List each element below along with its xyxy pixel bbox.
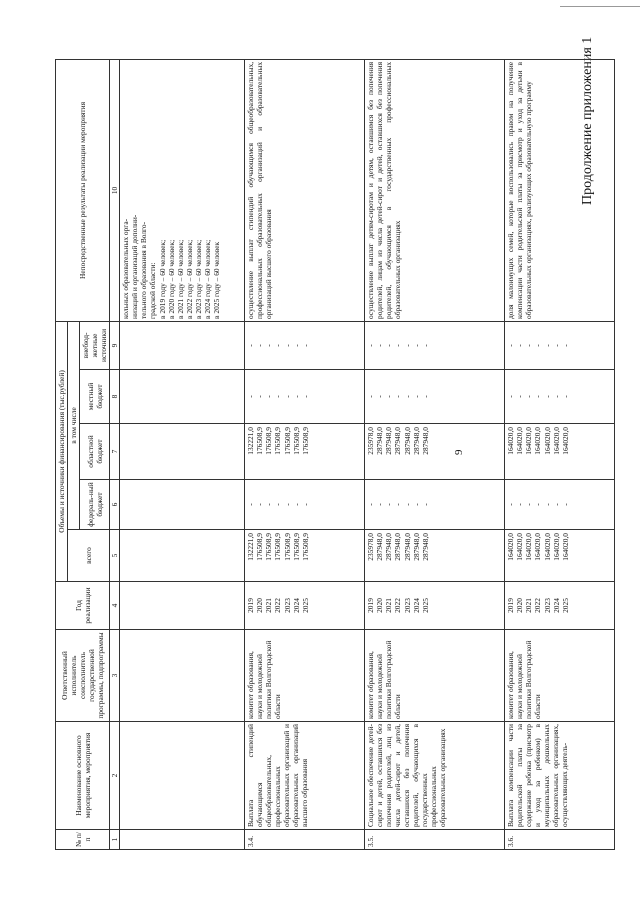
row-federal-value: -	[264, 503, 274, 506]
row-regional-value: 164020,0	[551, 427, 561, 455]
row-years-value: 2019	[366, 598, 376, 613]
row-local-value: -	[551, 395, 561, 398]
row-total-value: 164020,0	[515, 533, 525, 561]
continuation-label: Продолжение приложения 1	[580, 36, 595, 205]
row-responsible: комитет образования, науки и молодежной политики Волгоградской области	[505, 630, 615, 722]
row-extrabudget	[505, 321, 615, 369]
row-total-value: 287948,0	[375, 533, 385, 561]
row-regional-value: 164020,0	[542, 427, 552, 455]
row-years	[505, 582, 615, 630]
row-name: Выплата стипендий обучающимся общеобразовательных, профессиональных образовательных организаций и образовательных организаций высшего образования	[245, 722, 365, 830]
row-extrabudget-value: -	[375, 344, 385, 347]
row-local-value: -	[366, 395, 376, 398]
row-total-value: 132221,0	[246, 533, 256, 561]
row-name: Выплата компенсации части родительской платы за содержание ребенка (присмотр и уход за ребенком) в муниципальных дошкольных образовательных организациях, осуществляющих деятель-	[505, 722, 615, 830]
row-local-value: -	[282, 395, 292, 398]
row-total-value: 164020,0	[524, 533, 534, 561]
header-total: всего	[68, 530, 110, 582]
row-regional-value: 287948,0	[411, 427, 421, 455]
row-total-value: 287948,0	[384, 533, 394, 561]
row-total-value: 287948,0	[402, 533, 412, 561]
row-years-value: 2024	[291, 598, 301, 613]
row-years-value: 2020	[255, 598, 265, 613]
row-regional-value: 287948,0	[384, 427, 394, 455]
colnum: 1	[110, 830, 120, 850]
row-regional-value: 164020,0	[560, 427, 570, 455]
row-local-value: -	[246, 395, 256, 398]
row-total-value: 176508,9	[291, 533, 301, 561]
row-extrabudget-value: -	[273, 344, 283, 347]
row-regional	[505, 424, 615, 480]
row-total-value: 164020,0	[551, 533, 561, 561]
row-years-value: 2020	[515, 598, 525, 613]
row-total	[245, 530, 365, 582]
row-regional-value: 164020,0	[524, 427, 534, 455]
row-regional-value: 176508,9	[300, 427, 310, 455]
row-extrabudget-value: -	[420, 344, 430, 347]
row-total	[365, 530, 505, 582]
table-row	[245, 59, 365, 849]
row-federal-value: -	[300, 503, 310, 506]
row-responsible: комитет образования, науки и молодежной политики Волгоградской области	[365, 630, 505, 722]
row-extrabudget-value: -	[366, 344, 376, 347]
row-result: осуществление выплат детям-сиротам и детям, оставшимся без попечения родителей, лицам из числа детей-сирот и детей, оставшихся без попечения родителей, обучающимся в государственных профессиональных образовательных организациях	[365, 59, 505, 321]
row-federal-value: -	[402, 503, 412, 506]
row-extrabudget	[365, 321, 505, 369]
row-years-value: 2021	[384, 598, 394, 613]
row-regional-value: 164020,0	[533, 427, 543, 455]
row-regional-value: 132221,0	[246, 427, 256, 455]
row-extrabudget-value: -	[384, 344, 394, 347]
header-extrabudget: внебюд-жетные источники	[80, 321, 110, 369]
row-total-value: 287948,0	[420, 533, 430, 561]
row-local-value: -	[393, 395, 403, 398]
row-regional-value: 287948,0	[375, 427, 385, 455]
table-row	[365, 59, 505, 849]
row-federal	[505, 480, 615, 530]
row-result: доля малоимущих семей, которые воспользовались правом на получение компенсации части родительской платы за присмотр и уход за детьми в образовательных организациях, реализующих образовательную программу	[505, 59, 615, 321]
row-regional-value: 176508,9	[255, 427, 265, 455]
row-federal-value: -	[375, 503, 385, 506]
row-local-value: -	[420, 395, 430, 398]
row-total-value: 164020,0	[542, 533, 552, 561]
row-regional	[245, 424, 365, 480]
colnum: 8	[110, 370, 120, 424]
row-regional-value: 176508,9	[264, 427, 274, 455]
header-num: № п/п	[56, 830, 110, 850]
row-years-value: 2019	[246, 598, 256, 613]
row-local	[505, 370, 615, 424]
row-years	[365, 582, 505, 630]
row-local-value: -	[300, 395, 310, 398]
row-total-value: 176508,9	[255, 533, 265, 561]
row-federal-value: -	[393, 503, 403, 506]
row-years-value: 2024	[411, 598, 421, 613]
header-local: местный бюджет	[80, 370, 110, 424]
row-years-value: 2024	[551, 598, 561, 613]
row-local-value: -	[402, 395, 412, 398]
row-federal-value: -	[551, 503, 561, 506]
row-regional	[365, 424, 505, 480]
row-federal	[365, 480, 505, 530]
row-extrabudget-value: -	[264, 344, 274, 347]
row-extrabudget-value: -	[551, 344, 561, 347]
colnum: 10	[110, 59, 120, 321]
row-federal-value: -	[291, 503, 301, 506]
colnum: 7	[110, 424, 120, 480]
row-years-value: 2022	[533, 598, 543, 613]
colnum: 4	[110, 582, 120, 630]
row-local-value: -	[291, 395, 301, 398]
colnum: 3	[110, 630, 120, 722]
header-responsible: Ответственный исполнитель соисполнитель государственной программы, подпрограммы	[56, 630, 110, 722]
row-federal-value: -	[366, 503, 376, 506]
row-responsible: комитет образования, науки и молодежной политики Волгоградской области	[245, 630, 365, 722]
column-numbers-row	[110, 59, 120, 849]
header-name: Наименование основного мероприятия, мероприятия	[56, 722, 110, 830]
row-regional-value: 164020,0	[506, 427, 516, 455]
header-result: Непосредственные результаты реализации мероприятия	[56, 59, 110, 321]
financing-table	[55, 59, 615, 850]
row-local-value: -	[411, 395, 421, 398]
row-years-value: 2019	[506, 598, 516, 613]
row-local-value: -	[524, 395, 534, 398]
row-years-value: 2022	[393, 598, 403, 613]
header-year: Год реализации	[56, 582, 110, 630]
colnum: 5	[110, 530, 120, 582]
row-years-value: 2022	[273, 598, 283, 613]
row-total-value: 164020,0	[506, 533, 516, 561]
row-total-value: 176508,9	[300, 533, 310, 561]
row-federal-value: -	[524, 503, 534, 506]
row-years-value: 2023	[402, 598, 412, 613]
row-years-value: 2023	[542, 598, 552, 613]
row-regional-value: 176508,9	[291, 427, 301, 455]
row-regional-value: 287948,0	[393, 427, 403, 455]
row-federal-value: -	[515, 503, 525, 506]
row-federal	[245, 480, 365, 530]
row-extrabudget-value: -	[411, 344, 421, 347]
row-extrabudget	[245, 321, 365, 369]
row-regional-value: 287948,0	[402, 427, 412, 455]
row-local	[245, 370, 365, 424]
row-federal-value: -	[533, 503, 543, 506]
row-local-value: -	[255, 395, 265, 398]
row-local-value: -	[515, 395, 525, 398]
row-regional-value: 176508,9	[282, 427, 292, 455]
row-extrabudget-value: -	[506, 344, 516, 347]
row-years	[245, 582, 365, 630]
row-years-value: 2020	[375, 598, 385, 613]
row-regional-value: 235978,0	[366, 427, 376, 455]
row-total-value: 287948,0	[411, 533, 421, 561]
row-regional-value: 164020,0	[515, 427, 525, 455]
row-federal-value: -	[384, 503, 394, 506]
row-extrabudget-value: -	[291, 344, 301, 347]
row-total-value: 176508,9	[264, 533, 274, 561]
row-years-value: 2025	[420, 598, 430, 613]
row-extrabudget-value: -	[515, 344, 525, 347]
row-extrabudget-value: -	[282, 344, 292, 347]
row-years-value: 2021	[264, 598, 274, 613]
row-number: 3.4.	[245, 830, 365, 850]
row-extrabudget-value: -	[524, 344, 534, 347]
row-extrabudget-value: -	[402, 344, 412, 347]
row-local-value: -	[533, 395, 543, 398]
row-federal-value: -	[282, 503, 292, 506]
row-regional-value: 176508,9	[273, 427, 283, 455]
table-row	[505, 59, 615, 849]
row-federal-value: -	[560, 503, 570, 506]
row-extrabudget-value: -	[560, 344, 570, 347]
header-regional: областной бюджет	[80, 424, 110, 480]
row-years-value: 2023	[282, 598, 292, 613]
row-years-value: 2025	[560, 598, 570, 613]
row-extrabudget-value: -	[393, 344, 403, 347]
row-years-value: 2021	[524, 598, 534, 613]
row-federal-value: -	[273, 503, 283, 506]
row-federal-value: -	[506, 503, 516, 506]
row-extrabudget-value: -	[246, 344, 256, 347]
row-local-value: -	[384, 395, 394, 398]
row-federal-value: -	[411, 503, 421, 506]
row-local-value: -	[264, 395, 274, 398]
header-volumes: Объемы и источники финансирования (тыс.рублей)	[56, 321, 68, 581]
row-extrabudget-value: -	[542, 344, 552, 347]
row-regional-value: 287948,0	[420, 427, 430, 455]
row-extrabudget-value: -	[533, 344, 543, 347]
row-total-value: 287948,0	[393, 533, 403, 561]
carryover-result: кольных образовательных орга- низаций и организаций дополни- тельного образования в Волго- градской области: в 2019 году – 60 человек; в 2020 году – 60 человек; в 2021 году – 60 человек; в 2022 году – 60 человек; в 2023 году – 60 человек; в 2024 году – 60 человек; в 2025 году – 60 человек	[120, 59, 245, 321]
colnum: 6	[110, 480, 120, 530]
row-total-value: 176508,9	[273, 533, 283, 561]
row-total-value: 164020,0	[533, 533, 543, 561]
row-name: Социальное обеспечение детей-сирот и детей, оставшихся без попечения родителей, лиц из числа детей-сирот и детей, оставшихся без попечения родителей, обучающихся в государственных профессиональных образовательных организациях	[365, 722, 505, 830]
table-row-carryover	[120, 59, 245, 849]
header-incl: в том числе	[68, 321, 80, 529]
row-total-value: 164020,0	[560, 533, 570, 561]
row-local	[365, 370, 505, 424]
row-years-value: 2025	[300, 598, 310, 613]
header-federal: федераль-ный бюджет	[80, 480, 110, 530]
row-federal-value: -	[420, 503, 430, 506]
row-result: осуществление выплат стипендий обучающимся общеобразовательных, профессиональных образовательных организаций и образовательных организаций высшего образования	[245, 59, 365, 321]
row-total-value: 176508,9	[282, 533, 292, 561]
row-local-value: -	[506, 395, 516, 398]
row-number: 3.6.	[505, 830, 615, 850]
row-local-value: -	[273, 395, 283, 398]
row-total-value: 235978,0	[366, 533, 376, 561]
row-extrabudget-value: -	[300, 344, 310, 347]
page-number: 9	[453, 449, 465, 455]
row-local-value: -	[542, 395, 552, 398]
row-local-value: -	[560, 395, 570, 398]
row-local-value: -	[375, 395, 385, 398]
row-number: 3.5.	[365, 830, 505, 850]
colnum: 9	[110, 321, 120, 369]
row-federal-value: -	[542, 503, 552, 506]
row-extrabudget-value: -	[255, 344, 265, 347]
colnum: 2	[110, 722, 120, 830]
row-federal-value: -	[246, 503, 256, 506]
row-total	[505, 530, 615, 582]
row-federal-value: -	[255, 503, 265, 506]
